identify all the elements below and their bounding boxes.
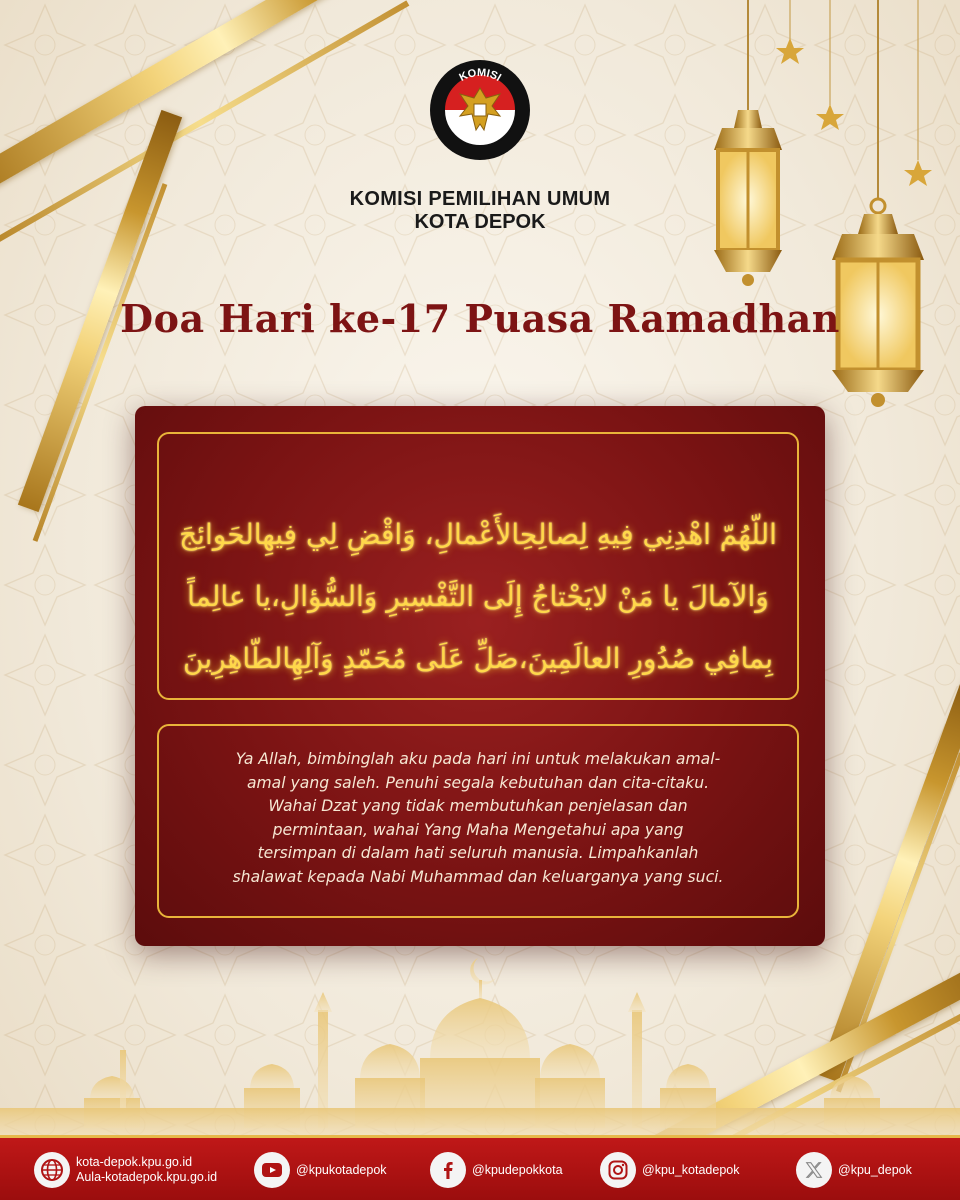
footer-bar <box>0 1135 960 1200</box>
org-name: KOMISI PEMILIHAN UMUM <box>349 188 611 210</box>
translation-text <box>185 748 771 889</box>
footer-facebook[interactable] <box>430 1152 563 1188</box>
instagram-handle[interactable]: @kpu_kotadepok <box>642 1162 740 1177</box>
footer-x[interactable] <box>796 1152 912 1188</box>
arabic-line: وَالآمالَ يا مَنْ لايَحْتاجُ إِلَى التَّفْسِيرِ وَالسُّؤالِ،يا عالِماً <box>187 580 769 613</box>
translation-line: permintaan, wahai Yang Maha Mengetahui apa yang <box>272 820 684 839</box>
footer-youtube[interactable] <box>254 1152 387 1188</box>
footer-instagram[interactable] <box>600 1152 739 1188</box>
footer-website[interactable] <box>34 1152 217 1188</box>
instagram-icon <box>600 1152 636 1188</box>
arabic-line: بِمافِي صُدُورِ العالَمِينَ،صَلِّ عَلَى مُحَمّدٍ وَآلِهِالطّاهِرِينَ <box>183 642 773 675</box>
page-title: Doa Hari ke-17 Puasa Ramadhan <box>120 296 840 341</box>
logo-text-top: KOMISI <box>457 66 504 85</box>
facebook-handle[interactable]: @kpudepokkota <box>472 1162 563 1177</box>
globe-icon <box>34 1152 70 1188</box>
prayer-card <box>135 406 825 946</box>
website-link-1[interactable]: kota-depok.kpu.go.id <box>76 1155 193 1169</box>
youtube-icon <box>254 1152 290 1188</box>
translation-line: shalawat kepada Nabi Muhammad dan keluarganya yang suci. <box>232 867 724 886</box>
x-handle[interactable]: @kpu_depok <box>838 1162 912 1177</box>
website-link-2[interactable]: Aula-kotadepok.kpu.go.id <box>76 1170 218 1184</box>
facebook-icon <box>430 1152 466 1188</box>
org-city: KOTA DEPOK <box>414 211 546 233</box>
translation-line: Wahai Dzat yang tidak membutuhkan penjelasan dan <box>268 797 688 815</box>
translation-line: amal yang saleh. Penuhi segala kebutuhan dan cita-citaku. <box>246 773 710 792</box>
translation-line: tersimpan di dalam hati seluruh manusia. Limpahkanlah <box>257 844 699 862</box>
arabic-line: اللّهُمّ اهْدِنِي فِيهِ لِصالِحِالأَعْمالِ، وَاقْضِ لِي فِيهِالحَوائِجَ <box>179 518 777 551</box>
youtube-handle[interactable]: @kpukotadepok <box>296 1162 387 1177</box>
arabic-prayer-text <box>159 504 797 690</box>
mosque-silhouette <box>0 940 960 1140</box>
kpu-logo <box>428 58 532 162</box>
x-icon <box>796 1152 832 1188</box>
translation-line: Ya Allah, bimbinglah aku pada hari ini untuk melakukan amal- <box>235 750 721 768</box>
arabic-prayer-box <box>157 432 799 700</box>
translation-box <box>157 724 799 918</box>
